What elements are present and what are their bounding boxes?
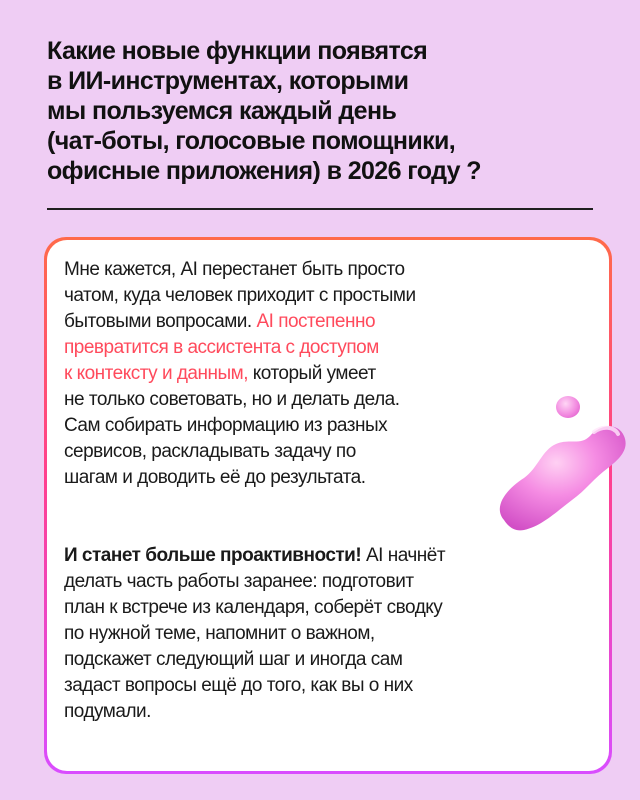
text-normal: бытовыми вопросами. — [64, 311, 257, 332]
text-line: чатом, куда человек приходит с простыми — [64, 285, 416, 306]
text-line: сервисов, раскладывать задачу по — [64, 441, 356, 462]
divider — [47, 208, 593, 210]
question-line: в ИИ-инструментах, которыми — [47, 67, 409, 95]
text-line — [64, 361, 564, 387]
text-line: план к встрече из календаря, соберёт сводку — [64, 597, 443, 618]
question-line: мы пользуемся каждый день — [47, 97, 397, 125]
text-line: по нужной теме, напомнит о важном, — [64, 623, 375, 644]
text-line: задаст вопросы ещё до того, как вы о них — [64, 675, 413, 696]
text-normal: который умеет — [247, 363, 376, 384]
text-line: не только советовать, но и делать дела. — [64, 389, 400, 410]
text-highlight: к контексту и данным, — [64, 363, 248, 384]
text-line: Мне кажется, AI перестанет быть просто — [64, 259, 405, 280]
question-line: Какие новые функции появятся — [47, 37, 428, 65]
question-line: (чат-боты, голосовые помощники, — [47, 127, 456, 155]
question-line: офисные приложения) в 2026 году ? — [47, 157, 481, 185]
answer-paragraph-2 — [64, 543, 564, 725]
text-line: шагам и доводить её до результата. — [64, 467, 366, 488]
question-heading — [47, 36, 607, 186]
text-normal: AI начнёт — [361, 545, 446, 566]
text-highlight-line: превратится в ассистента с доступом — [64, 337, 379, 358]
paint-blob-icon — [490, 408, 630, 538]
answer-paragraph-1 — [64, 257, 564, 491]
text-line: подумали. — [64, 701, 151, 722]
text-highlight: AI постепенно — [256, 311, 376, 332]
text-line: Сам собирать информацию из разных — [64, 415, 388, 436]
text-line: подскажет следующий шаг и иногда сам — [64, 649, 403, 670]
text-line — [64, 309, 564, 335]
text-bold: И станет больше проактивности! — [64, 545, 362, 566]
text-line: делать часть работы заранее: подготовит — [64, 571, 414, 592]
text-line — [64, 543, 564, 569]
